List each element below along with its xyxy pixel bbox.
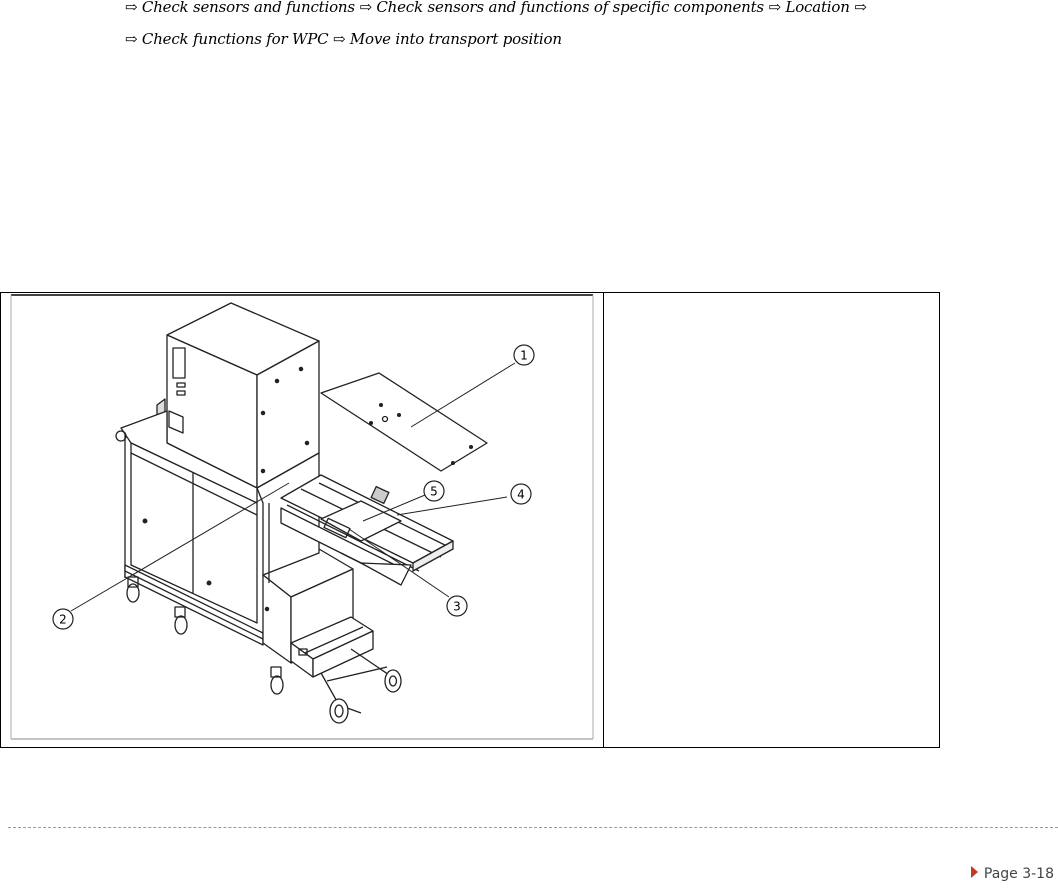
- callout-2-label: 2: [59, 612, 67, 627]
- breadcrumb-line-1: ⇨ Check sensors and functions ⇨ Check sensors and functions of specific components ⇨ Location ⇨: [125, 0, 867, 16]
- machine-illustration: [1, 293, 604, 749]
- callout-4-label: 4: [517, 487, 525, 502]
- figure-table: [0, 292, 940, 748]
- callout-5-label: 5: [430, 484, 438, 499]
- breadcrumb-line-2: ⇨ Check functions for WPC ⇨ Move into transport position: [125, 30, 562, 48]
- machine-drawing: [116, 303, 487, 723]
- page-marker-icon: [971, 866, 978, 878]
- figure-description-cell: [605, 293, 939, 747]
- footer-divider: [8, 827, 1058, 828]
- callout-1-label: 1: [520, 348, 528, 363]
- callout-3-label: 3: [453, 599, 461, 614]
- figure-image-cell: [1, 293, 604, 747]
- page-number: [971, 866, 1054, 882]
- page-number-label: Page 3-18: [983, 866, 1054, 882]
